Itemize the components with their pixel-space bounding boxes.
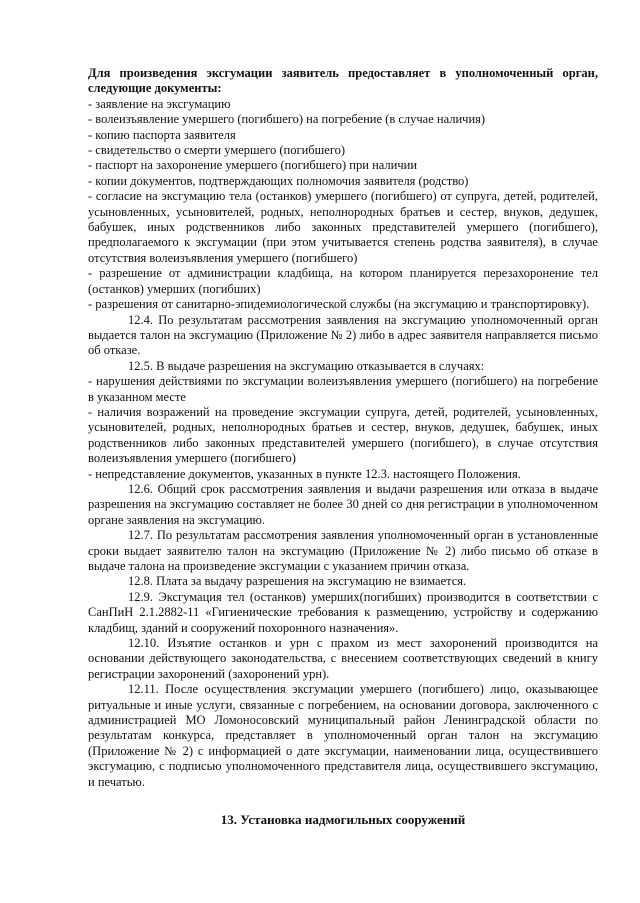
doc-item: - разрешение от администрации кладбища, на котором планируется перезахоронение тел (останков) умерших (погибших) <box>88 266 598 296</box>
doc-item: - копию паспорта заявителя <box>88 127 236 142</box>
intro-paragraph: Для произведения эксгумации заявитель предоставляет в уполномоченный орган, следующие документы: <box>88 66 598 96</box>
paragraph-12-6: 12.6. Общий срок рассмотрения заявления и выдачи разрешения или отказа в выдаче разрешения на эксгумацию составляет не более 30 дней со дня регистрации в уполномоченном органе заявления на эксгумацию. <box>88 481 598 527</box>
section-13-heading: 13. Установка надмогильных сооружений <box>220 812 466 828</box>
doc-item: - свидетельство о смерти умершего (погибшего) <box>88 143 346 158</box>
paragraph-12-7: 12.7. По результатам рассмотрения заявления уполномоченный орган в установленные сроки выдает заявителю талон на эксгумацию (Приложение № 2) либо письмо об отказе в выдаче талона на произведение эксгумации с указанием причин отказа. <box>88 528 598 573</box>
paragraph-12-9: 12.9. Эксгумация тел (останков) умерших(погибших) производится в соответствии с СанПиН 2.1.2882-11 «Гигиенические требования к размещению, устройству и содержанию кладбищ, зданий и сооружений похоронного назначения». <box>88 589 598 635</box>
doc-item: - волеизъявление умершего (погибшего) на погребение (в случае наличия) <box>88 112 486 127</box>
doc-item: - копии документов, подтверждающих полномочия заявителя (родство) <box>88 173 469 188</box>
paragraph-12-4: 12.4. По результатам рассмотрения заявления на эксгумацию уполномоченный орган выдается талон на эксгумацию (Приложение № 2) либо в адрес заявителя направляется письмо об отказе. <box>88 312 598 358</box>
doc-item: - паспорт на захоронение умершего (погибшего) при наличии <box>88 158 418 173</box>
refusal-item: - наличия возражений на проведение эксгумации супруга, детей, родителей, усыновленных, усыновителей, родных, неполнородных братьев и сестер, внуков, дедушек, бабушек, иных родственников либо законных представителей умершего (погибшего), в случае отсутствия волеизъявления умершего (погибшего) <box>88 404 598 466</box>
document-page <box>88 66 598 841</box>
refusal-item: - нарушения действиями по эксгумации волеизъявления умершего (погибшего) на погребение в указанном месте <box>88 374 598 404</box>
paragraph-12-8: 12.8. Плата за выдачу разрешения на эксгумацию не взимается. <box>128 574 467 589</box>
refusal-item: - непредставление документов, указанных в пункте 12.3. настоящего Положения. <box>88 466 521 481</box>
paragraph-12-11: 12.11. После осуществления эксгумации умершего (погибшего) лицо, оказывающее ритуальные и иные услуги, связанные с погребением, на основании договора, заключенного с администрацией МО Ломоносовский муниципальный район Ленинградской области по результатам конкурса, представляет в уполномоченный орган талон на эксгумацию (Приложение № 2) с информацией о дате эксгумации, наименовании лица, осуществившего эксгумацию, с подписью уполномоченного представителя лица, осуществившего эксгумацию, и печатью. <box>88 682 598 789</box>
doc-item: - согласие на эксгумацию тела (останков) умершего (погибшего) от супруга, детей, родителей, усыновленных, усыновителей, родных, неполнородных братьев и сестер, внуков, дедушек, бабушек, иных родственников либо законных представителей умершего (погибшего), предполагаемого к эксгумации (при этом учитывается степень родства заявителя), в случае отсутствия волеизъявления умершего (погибшего) <box>88 189 598 265</box>
doc-item: - разрешения от санитарно-эпидемиологической службы (на эксгумацию и транспортировку). <box>88 297 590 312</box>
doc-item: - заявление на эксгумацию <box>88 96 231 111</box>
paragraph-12-10: 12.10. Изъятие останков и урн с прахом из мест захоронений производится на основании действующего законодательства, с внесением соответствующих сведений в книгу регистрации захоронений (захоронений урн). <box>88 636 598 681</box>
paragraph-12-5: 12.5. В выдаче разрешения на эксгумацию отказывается в случаях: <box>128 358 485 373</box>
